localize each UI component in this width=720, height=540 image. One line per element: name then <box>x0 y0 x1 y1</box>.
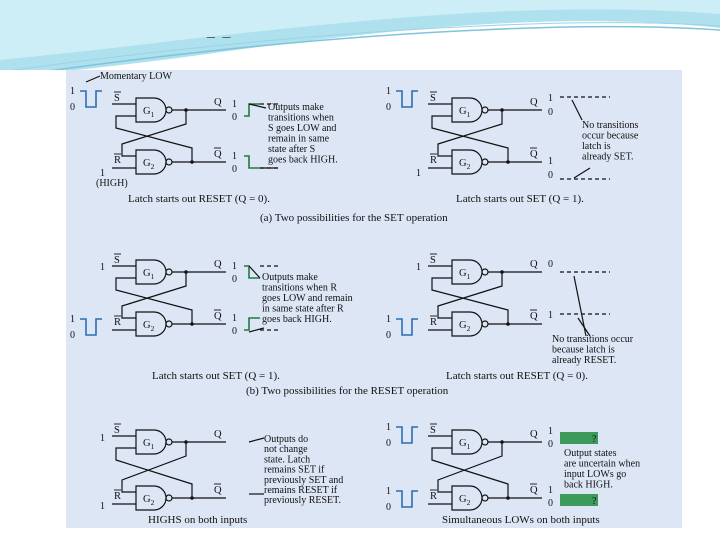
b-right-note-line-0: No transitions occur <box>552 334 634 345</box>
c-right-bubble-1 <box>482 439 488 445</box>
b-right-qbar-level-1: 1 <box>548 310 553 321</box>
a-left-s-label: S <box>114 93 120 104</box>
b-left-bubble-2 <box>166 321 172 327</box>
b-left-q-label: Q <box>214 259 222 270</box>
c-right-qbar-uncertain-mark: ? <box>592 496 597 507</box>
a-left-qbar-wave <box>244 156 260 168</box>
a-right-s-pulse-high: 1 <box>386 86 391 97</box>
header-mark: _ _ <box>207 22 233 38</box>
b-left-qbar-wave <box>244 318 260 330</box>
c-right-gate-1-label: $G_1$ <box>459 438 471 451</box>
a-right-bubble-1 <box>482 107 488 113</box>
b-right-note-line-1: because latch is <box>552 344 615 356</box>
a-right-note-line-3: already SET. <box>582 151 634 163</box>
momentary-low-label: Momentary LOW <box>100 71 172 82</box>
a-left-note-line-4: state after S <box>268 144 316 155</box>
section-caption-b: (b) Two possibilities for the RESET operation <box>246 385 449 397</box>
b-right-bubble-1 <box>482 269 488 275</box>
c-left-note-line-5: remains RESET if <box>264 485 338 496</box>
b-left-s-label: S <box>114 255 120 266</box>
caption-b-right: Latch starts out RESET (Q = 0). <box>446 370 588 382</box>
a-left-s-pulse-high: 1 <box>70 86 75 97</box>
a-left-bubble-1 <box>166 107 172 113</box>
a-left-r-label: R <box>114 155 122 166</box>
a-left-qbar-label: Q <box>214 149 222 160</box>
c-right-q-level-1: 1 <box>548 426 553 437</box>
b-right-r-pulse-low: 0 <box>386 330 391 341</box>
c-right-qbar-label: Q <box>530 485 538 496</box>
a-left-r-const-high: 1 <box>100 168 105 179</box>
b-left-q-level-0: 0 <box>232 274 237 285</box>
a-right-qbar-level-0: 0 <box>548 170 553 181</box>
b-left-note-arrow-q <box>249 266 260 278</box>
c-right-r-label: R <box>430 491 438 502</box>
b-left-note-line-1: transitions when R <box>262 282 337 294</box>
c-left-qbar-label: Q <box>214 485 222 496</box>
a-right-s-pulse <box>396 91 418 107</box>
c-left-gate-2-label: $G_2$ <box>143 494 155 507</box>
b-left-r-pulse-high: 1 <box>70 314 75 325</box>
c-right-s-pulse-low: 0 <box>386 438 391 449</box>
c-left-note-line-1: not change <box>264 444 308 456</box>
a-right-q-label: Q <box>530 97 538 108</box>
b-left-bubble-1 <box>166 269 172 275</box>
a-right-note-line-0: No transitions <box>582 120 639 131</box>
b-left-feedback-qbar <box>116 278 192 324</box>
c-right-qbar-level-0: 0 <box>548 498 553 509</box>
b-left-s-const-high: 1 <box>100 262 105 273</box>
b-right-s-const-high: 1 <box>416 262 421 273</box>
c-left-q-label: Q <box>214 429 222 440</box>
c-left-r-const-high: 1 <box>100 501 105 512</box>
c-left-note-line-0: Outputs do <box>264 434 309 445</box>
b-right-gate-2-label: $G_2$ <box>459 320 471 333</box>
c-left-bubble-1 <box>166 439 172 445</box>
c-left-note-line-4: previously SET and <box>264 474 344 486</box>
b-left-gate-2-label: $G_2$ <box>143 320 155 333</box>
a-left-gate-2-label: $G_2$ <box>143 158 155 171</box>
c-left-s-label: S <box>114 425 120 436</box>
b-left-note-line-0: Outputs make <box>262 272 318 283</box>
b-left-note-line-4: goes back HIGH. <box>262 314 332 325</box>
a-right-note-line-2: latch is <box>582 141 611 152</box>
c-right-q-level-0: 0 <box>548 439 553 450</box>
c-left-note-line-2: state. Latch <box>264 454 311 466</box>
a-right-gate-1-label: $G_1$ <box>459 106 471 119</box>
c-right-note-line-0: Output states <box>564 448 617 459</box>
c-right-s-pulse-high: 1 <box>386 422 391 433</box>
c-left-feedback-qbar <box>116 448 192 498</box>
a-right-note-arrow-qbar <box>574 168 590 178</box>
b-left-note-line-3: in same state after R <box>262 303 344 315</box>
c-right-note-line-1: are uncertain when <box>564 458 641 470</box>
c-right-r-pulse-low: 0 <box>386 502 391 513</box>
a-right-r-label: R <box>430 155 438 166</box>
c-right-q-uncertain-mark: ? <box>592 434 597 445</box>
c-left-note-line-3: remains SET if <box>264 464 325 476</box>
c-left-note-arrow-q <box>249 438 264 442</box>
a-right-bubble-2 <box>482 159 488 165</box>
b-right-s-label: S <box>430 255 436 266</box>
b-right-r-pulse-high: 1 <box>386 314 391 325</box>
a-left-note-line-1: transitions when <box>268 112 334 124</box>
b-right-q-label: Q <box>530 259 538 270</box>
b-right-qbar-label: Q <box>530 311 538 322</box>
c-left-gate-1-label: $G_1$ <box>143 438 155 451</box>
b-left-qbar-level-0: 0 <box>232 326 237 337</box>
caption-c-right: Simultaneous LOWs on both inputs <box>442 514 600 526</box>
b-right-q-level-0: 0 <box>548 259 553 270</box>
a-left-bubble-2 <box>166 159 172 165</box>
c-right-r-pulse <box>396 491 418 507</box>
b-left-q-level-1: 1 <box>232 261 237 272</box>
a-left-note-line-0: Outputs make <box>268 102 324 113</box>
c-right-note-line-2: input LOWs go <box>564 469 627 480</box>
a-right-r-const-high: 1 <box>416 168 421 179</box>
latch-diagram-svg <box>66 70 682 528</box>
b-right-r-pulse <box>396 319 418 335</box>
b-left-r-pulse <box>80 319 102 335</box>
a-right-q-level-0: 0 <box>548 107 553 118</box>
c-left-r-label: R <box>114 491 122 502</box>
a-right-s-label: S <box>430 93 436 104</box>
b-left-qbar-level-1: 1 <box>232 313 237 324</box>
b-right-gate-1-label: $G_1$ <box>459 268 471 281</box>
c-right-feedback-qbar <box>432 448 508 498</box>
a-right-q-level-1: 1 <box>548 93 553 104</box>
sr-latch-figure <box>66 70 682 528</box>
c-right-q-label: Q <box>530 429 538 440</box>
a-left-s-pulse-low: 0 <box>70 102 75 113</box>
a-right-note-arrow-q <box>572 100 582 120</box>
momentary-low-arrow <box>86 76 100 82</box>
c-left-bubble-2 <box>166 495 172 501</box>
high-note: (HIGH) <box>96 178 128 189</box>
a-left-feedback-qbar <box>116 116 192 162</box>
a-left-q-level-1: 1 <box>232 99 237 110</box>
b-right-r-label: R <box>430 317 438 328</box>
a-left-note-line-5: goes back HIGH. <box>268 154 338 166</box>
b-left-gate-1-label: $G_1$ <box>143 268 155 281</box>
a-right-feedback-qbar <box>432 116 508 162</box>
b-left-r-pulse-low: 0 <box>70 330 75 341</box>
a-left-note-line-3: remain in same <box>268 133 330 145</box>
a-left-note-line-2: S goes LOW and <box>268 123 337 134</box>
c-right-gate-2-label: $G_2$ <box>459 494 471 507</box>
a-right-qbar-level-1: 1 <box>548 156 553 167</box>
a-left-q-level-0: 0 <box>232 112 237 123</box>
section-caption-a: (a) Two possibilities for the SET operation <box>260 212 448 224</box>
a-left-gate-1-label: $G_1$ <box>143 106 155 119</box>
a-right-gate-2-label: $G_2$ <box>459 158 471 171</box>
c-right-r-pulse-high: 1 <box>386 486 391 497</box>
b-left-r-label: R <box>114 317 122 328</box>
b-right-bubble-2 <box>482 321 488 327</box>
a-right-note-line-1: occur because <box>582 130 639 142</box>
a-left-s-pulse <box>80 91 102 107</box>
c-right-bubble-2 <box>482 495 488 501</box>
a-left-q-label: Q <box>214 97 222 108</box>
b-left-qbar-label: Q <box>214 311 222 322</box>
c-left-s-const-high: 1 <box>100 433 105 444</box>
caption-a-right: Latch starts out SET (Q = 1). <box>456 193 584 205</box>
a-left-qbar-level-0: 0 <box>232 164 237 175</box>
c-right-s-label: S <box>430 425 436 436</box>
b-right-note-line-2: already RESET. <box>552 355 617 366</box>
caption-b-left: Latch starts out SET (Q = 1). <box>152 370 280 382</box>
c-right-note-line-3: back HIGH. <box>564 479 613 491</box>
c-right-s-pulse <box>396 427 418 443</box>
caption-c-left: HIGHS on both inputs <box>148 514 248 526</box>
a-left-qbar-level-1: 1 <box>232 151 237 162</box>
c-right-qbar-level-1: 1 <box>548 485 553 496</box>
caption-a-left: Latch starts out RESET (Q = 0). <box>128 193 270 205</box>
header-swoosh <box>0 0 720 70</box>
c-left-note-line-6: previously RESET. <box>264 495 342 507</box>
a-right-s-pulse-low: 0 <box>386 102 391 113</box>
b-right-feedback-qbar <box>432 278 508 324</box>
a-right-qbar-label: Q <box>530 149 538 160</box>
b-left-note-line-2: goes LOW and remain <box>262 293 353 304</box>
